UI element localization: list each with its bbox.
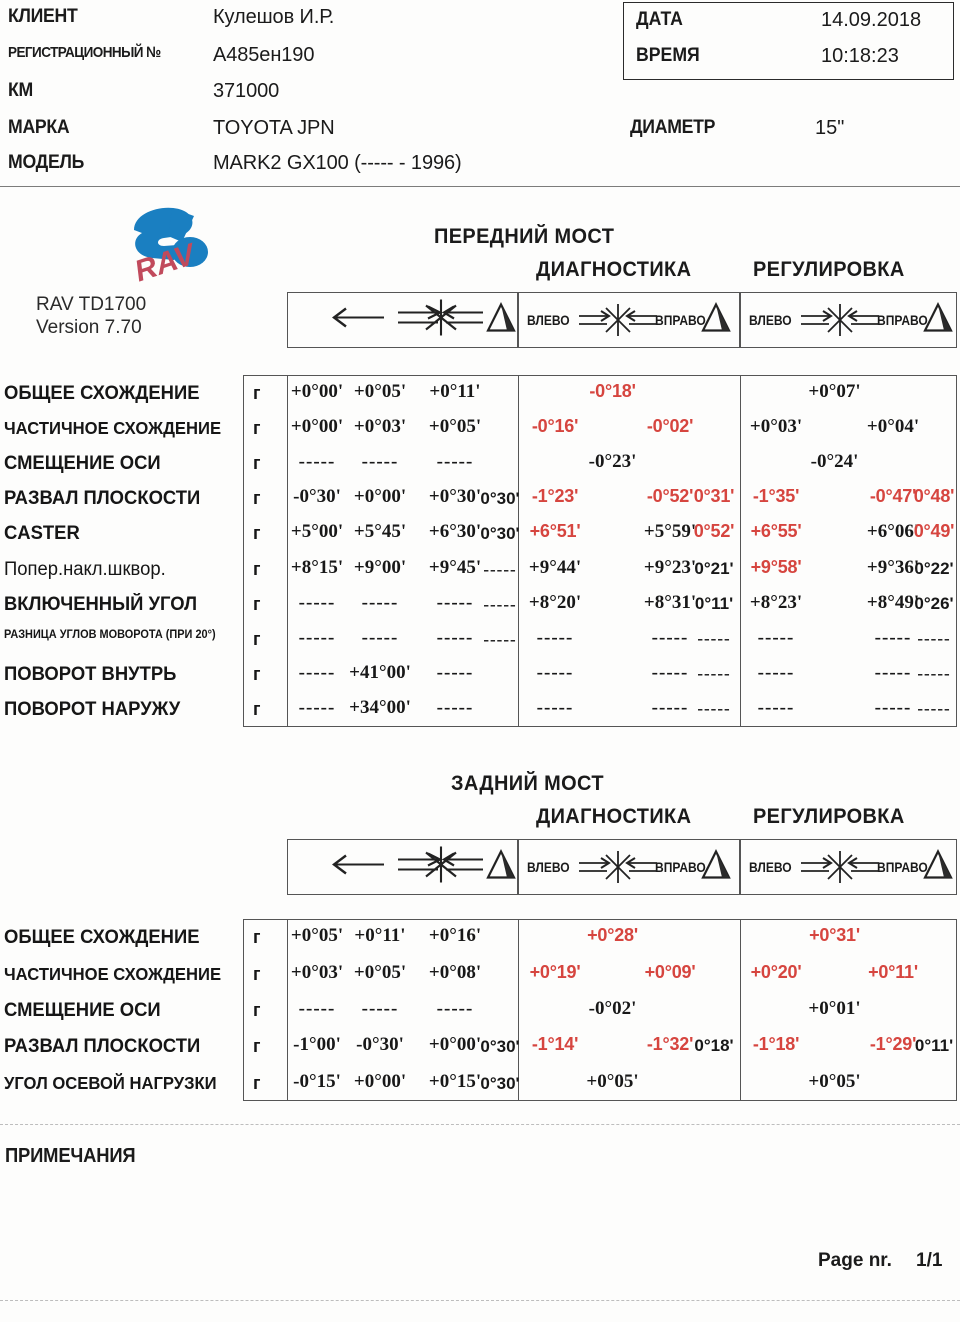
rav-logo-icon bbox=[112, 200, 232, 285]
adjustment-value: ----- bbox=[917, 699, 951, 719]
spec-value: +5°45' bbox=[353, 521, 407, 543]
diagnostic-value: ----- bbox=[536, 697, 574, 719]
diagnostic-value: +9°44' bbox=[528, 556, 582, 578]
page-number bbox=[818, 1250, 943, 1272]
row-unit: г bbox=[253, 558, 261, 579]
diagnostic-value: 0°21' bbox=[694, 558, 734, 578]
adjustment-value: ----- bbox=[917, 664, 951, 684]
diagnostic-value: +8°20' bbox=[528, 591, 582, 613]
spec-value: -0°15' bbox=[293, 1070, 341, 1092]
adjustment-value: +0°04' bbox=[866, 415, 920, 437]
km-value: 371000 bbox=[213, 80, 280, 102]
spec-value: -0°30' bbox=[293, 486, 341, 508]
diagnostic-value: -1°23' bbox=[531, 486, 579, 507]
row-label: ЧАСТИЧНОЕ СХОЖДЕНИЕ bbox=[4, 417, 222, 438]
spec-value: ----- bbox=[436, 998, 474, 1019]
spec-value: +0°03' bbox=[353, 415, 407, 437]
diagnostic-value: -0°23' bbox=[588, 451, 637, 472]
spec-value: 0°30' bbox=[480, 489, 520, 509]
spec-value: +0°11' bbox=[354, 925, 406, 947]
spec-value: +0°05' bbox=[353, 380, 407, 402]
spec-value: ----- bbox=[436, 591, 474, 613]
notes-label: ПРИМЕЧАНИЯ bbox=[5, 1145, 136, 1167]
diagnostic-value: +0°19' bbox=[529, 961, 581, 982]
adjustment-value: 0°49' bbox=[913, 521, 955, 542]
spec-value: +0°00' bbox=[290, 380, 344, 402]
spec-value: ----- bbox=[361, 451, 399, 472]
adjustment-value: ----- bbox=[757, 697, 795, 719]
footer-divider bbox=[0, 1124, 960, 1125]
diag-delta-icon bbox=[699, 848, 733, 887]
spec-value: ----- bbox=[483, 559, 517, 579]
spec-value: +0°15' bbox=[428, 1070, 482, 1092]
row-label: ЧАСТИЧНОЕ СХОЖДЕНИЕ bbox=[4, 963, 222, 984]
row-unit: г bbox=[253, 453, 261, 473]
row-label: CASTER bbox=[4, 523, 80, 545]
diag-direction-icon: ВЛЕВО ВПРАВО bbox=[527, 850, 723, 884]
diagnostic-value: +0°05' bbox=[586, 1070, 639, 1092]
row-unit: г bbox=[253, 664, 261, 685]
adjustment-value: +0°31' bbox=[809, 925, 860, 946]
adjustment-value: 0°48' bbox=[913, 486, 955, 507]
adj-direction-icon: ВЛЕВО ВПРАВО bbox=[749, 303, 945, 337]
device-info bbox=[36, 293, 146, 339]
adjustment-value: +0°07' bbox=[808, 380, 861, 402]
registration-label: РЕГИСТРАЦИОННЫЙ № bbox=[8, 44, 161, 61]
row-unit: г bbox=[253, 629, 261, 649]
row-unit: г bbox=[253, 699, 261, 720]
spec-value: +34°00' bbox=[349, 697, 411, 719]
info-row-registration bbox=[8, 44, 315, 66]
diagnostic-value: -0°16' bbox=[531, 415, 579, 436]
svg-text:RAV: RAV bbox=[130, 238, 200, 285]
spec-value: ----- bbox=[436, 451, 474, 472]
km-label: КМ bbox=[8, 80, 33, 101]
spec-value: ----- bbox=[298, 451, 336, 472]
spec-value: -0°30' bbox=[356, 1034, 404, 1056]
adjustment-value: +0°03' bbox=[749, 415, 803, 437]
diagnostic-value: 0°18' bbox=[694, 1036, 734, 1056]
row-label: Попер.накл.шквор. bbox=[4, 558, 166, 580]
spec-value: +0°03' bbox=[290, 961, 344, 983]
diagnostic-value: ----- bbox=[651, 662, 689, 684]
adjustment-value: +0°20' bbox=[750, 961, 802, 982]
row-unit: г bbox=[253, 927, 261, 948]
diag-direction-icon: ВЛЕВО ВПРАВО bbox=[527, 303, 723, 337]
spec-value: +0°11' bbox=[429, 380, 481, 402]
diagnostic-value: -0°02' bbox=[588, 998, 637, 1019]
row-unit: г bbox=[253, 1072, 261, 1093]
diagnostic-value: ----- bbox=[697, 664, 731, 684]
adjustment-value: +8°49' bbox=[866, 591, 920, 613]
page-value: 1/1 bbox=[916, 1250, 943, 1271]
client-value: Кулешов И.Р. bbox=[213, 6, 335, 28]
diagnostic-value: +6°51' bbox=[529, 521, 581, 542]
front-diagnostics-title: ДИАГНОСТИКА bbox=[536, 258, 692, 281]
adjustment-value: ----- bbox=[874, 627, 912, 648]
registration-value: А485ен190 bbox=[213, 44, 315, 66]
spec-value: 0°30' bbox=[480, 524, 520, 544]
adj-delta-icon bbox=[921, 301, 955, 340]
rear-diagnostics-title: ДИАГНОСТИКА bbox=[536, 805, 692, 828]
diagnostic-value: -0°52' bbox=[646, 486, 694, 507]
front-adjust-title: РЕГУЛИРОВКА bbox=[753, 258, 905, 281]
adj-direction-icon: ВЛЕВО ВПРАВО bbox=[749, 850, 945, 884]
spec-value: +0°08' bbox=[428, 961, 482, 983]
spec-value: ----- bbox=[298, 627, 336, 648]
row-unit: г bbox=[253, 417, 261, 438]
adj-delta-icon bbox=[921, 848, 955, 887]
diagnostic-value: ----- bbox=[536, 662, 574, 684]
device-version: Version 7.70 bbox=[36, 317, 142, 338]
adjustment-value: +6°06' bbox=[866, 521, 920, 543]
diagnostic-value: -0°02' bbox=[646, 415, 694, 436]
time-value: 10:18:23 bbox=[821, 45, 899, 67]
spec-value: +5°00' bbox=[290, 521, 344, 543]
adjustment-value: +9°36' bbox=[866, 556, 920, 578]
spec-value: +0°05' bbox=[428, 415, 482, 437]
spec-value: 0°30' bbox=[480, 1073, 520, 1093]
adjustment-value: 0°11' bbox=[914, 1036, 954, 1056]
diameter-label: ДИАМЕТР bbox=[630, 117, 716, 138]
adjustment-value: +0°01' bbox=[808, 998, 861, 1019]
row-label: УГОЛ ОСЕВОЙ НАГРУЗКИ bbox=[4, 1072, 217, 1093]
adjustment-value: +8°23' bbox=[749, 591, 803, 613]
rear-adjust-title: РЕГУЛИРОВКА bbox=[753, 805, 905, 828]
diagnostic-value: -1°14' bbox=[531, 1034, 579, 1055]
row-unit: г bbox=[253, 593, 261, 614]
row-label: ПОВОРОТ НАРУЖУ bbox=[4, 699, 181, 721]
spec-delta-icon bbox=[484, 848, 518, 887]
spec-value: ----- bbox=[436, 697, 474, 719]
spec-value: ----- bbox=[436, 627, 474, 648]
diagnostic-value: 0°11' bbox=[694, 593, 734, 613]
adjustment-value: ----- bbox=[917, 629, 951, 648]
spec-value: +0°00' bbox=[353, 486, 407, 508]
adjustment-value: +0°11' bbox=[868, 961, 918, 982]
spec-value: +0°00' bbox=[428, 1034, 482, 1056]
row-unit: г bbox=[253, 382, 261, 403]
spec-value: ----- bbox=[298, 662, 336, 684]
diagnostics-header-cell bbox=[518, 839, 740, 895]
adjustment-value: +9°58' bbox=[750, 556, 802, 577]
spec-value: ----- bbox=[483, 630, 517, 649]
spec-value: ----- bbox=[483, 594, 517, 614]
adjustment-value: 0°26' bbox=[914, 593, 954, 613]
row-label: ПОВОРОТ ВНУТРЬ bbox=[4, 664, 177, 686]
adjustment-value: ----- bbox=[874, 697, 912, 719]
adjustment-value: +0°05' bbox=[808, 1070, 861, 1092]
date-value: 14.09.2018 bbox=[821, 9, 922, 31]
spec-value: ----- bbox=[298, 591, 336, 613]
diagnostic-value: -0°18' bbox=[589, 380, 636, 401]
row-label: СМЕЩЕНИЕ ОСИ bbox=[4, 1000, 161, 1021]
adjustment-value: -1°35' bbox=[752, 486, 800, 507]
adjustment-value: -1°29' bbox=[869, 1034, 917, 1055]
row-unit: г bbox=[253, 488, 261, 509]
client-label: КЛИЕНТ bbox=[8, 6, 78, 27]
date-label: ДАТА bbox=[636, 9, 683, 30]
diagnostic-value: ----- bbox=[536, 627, 574, 648]
row-label: ВКЛЮЧЕННЫЙ УГОЛ bbox=[4, 593, 198, 615]
spec-value: ----- bbox=[298, 998, 336, 1019]
spec-value: ----- bbox=[361, 591, 399, 613]
page-label: Page nr. bbox=[818, 1250, 892, 1271]
info-row-client bbox=[8, 6, 335, 28]
time-row bbox=[636, 45, 899, 67]
spec-value: +0°30' bbox=[428, 486, 482, 508]
diagnostic-value: +8°31' bbox=[643, 591, 697, 613]
diagnostic-value: -1°32' bbox=[646, 1034, 694, 1055]
spec-value: +41°00' bbox=[349, 662, 411, 684]
diameter-value: 15" bbox=[815, 117, 845, 139]
diagnostics-header-cell bbox=[518, 292, 740, 348]
spec-value: ----- bbox=[361, 998, 399, 1019]
row-label: СМЕЩЕНИЕ ОСИ bbox=[4, 453, 161, 474]
spec-value: +9°00' bbox=[353, 556, 407, 578]
date-row bbox=[636, 9, 922, 31]
adjustment-value: ----- bbox=[757, 662, 795, 684]
spec-value: +0°00' bbox=[353, 1070, 407, 1092]
make-value: TOYOTA JPN bbox=[213, 117, 335, 139]
diagnostic-value: 0°52' bbox=[693, 521, 735, 542]
column-divider-2 bbox=[740, 919, 741, 1101]
spec-value: ----- bbox=[361, 627, 399, 648]
diagnostic-value: 0°31' bbox=[693, 486, 735, 507]
row-unit: г bbox=[253, 523, 261, 544]
adjustment-value: -1°18' bbox=[752, 1034, 800, 1055]
info-row-model bbox=[8, 152, 462, 174]
spec-value: +9°45' bbox=[428, 556, 482, 578]
device-model: RAV TD1700 bbox=[36, 294, 147, 315]
row-label: РАЗВАЛ ПЛОСКОСТИ bbox=[4, 488, 201, 510]
spec-delta-icon bbox=[484, 301, 518, 340]
front-axle-title: ПЕРЕДНИЙ МОСТ bbox=[434, 225, 615, 248]
rear-axle-title: ЗАДНИЙ МОСТ bbox=[451, 772, 604, 795]
adjust-header-cell bbox=[740, 292, 957, 348]
row-unit: г bbox=[253, 963, 261, 984]
row-unit: г bbox=[253, 1036, 261, 1057]
info-row-km bbox=[8, 80, 280, 102]
spec-value: -1°00' bbox=[293, 1034, 341, 1056]
row-label: РАЗВАЛ ПЛОСКОСТИ bbox=[4, 1036, 201, 1058]
info-row-make bbox=[8, 117, 335, 139]
diagnostic-value: +9°23' bbox=[643, 556, 697, 578]
spec-value: ----- bbox=[298, 697, 336, 719]
time-label: ВРЕМЯ bbox=[636, 45, 700, 66]
spec-header-cell bbox=[287, 839, 518, 895]
adjustment-value: -0°24' bbox=[810, 451, 859, 472]
make-label: МАРКА bbox=[8, 117, 70, 138]
spec-value: +0°05' bbox=[353, 961, 407, 983]
diagnostic-value: ----- bbox=[651, 697, 689, 719]
spec-value: +0°05' bbox=[290, 925, 344, 947]
header-divider bbox=[0, 186, 960, 187]
spec-value: 0°30' bbox=[480, 1037, 520, 1057]
adjustment-value: ----- bbox=[874, 662, 912, 684]
adjustment-value: ----- bbox=[757, 627, 795, 648]
adjustment-value: +6°55' bbox=[750, 521, 802, 542]
date-time-box bbox=[623, 2, 954, 80]
row-label: РАЗНИЦА УГЛОВ МОВОРОТА (ПРИ 20°) bbox=[4, 629, 216, 641]
spec-value: ----- bbox=[436, 662, 474, 684]
spec-value: +8°15' bbox=[290, 556, 344, 578]
model-label: МОДЕЛЬ bbox=[8, 152, 85, 173]
adjustment-value: 0°22' bbox=[914, 558, 954, 578]
diagnostic-value: +0°28' bbox=[587, 925, 638, 946]
adjust-header-cell bbox=[740, 839, 957, 895]
diagnostic-value: ----- bbox=[697, 699, 731, 719]
spec-value: +6°30' bbox=[428, 521, 482, 543]
diagnostic-value: +0°09' bbox=[644, 961, 696, 982]
spec-value: +0°16' bbox=[428, 925, 482, 947]
diagnostic-value: +5°59' bbox=[643, 521, 697, 543]
row-label: ОБЩЕЕ СХОЖДЕНИЕ bbox=[4, 382, 200, 404]
row-label: ОБЩЕЕ СХОЖДЕНИЕ bbox=[4, 927, 200, 949]
diagnostic-value: ----- bbox=[697, 629, 731, 648]
adjustment-value: -0°47' bbox=[869, 486, 917, 507]
model-value: MARK2 GX100 (----- - 1996) bbox=[213, 152, 462, 174]
row-unit: г bbox=[253, 1000, 261, 1020]
diag-delta-icon bbox=[699, 301, 733, 340]
vehicle-info-block bbox=[0, 0, 960, 185]
rav-logo bbox=[112, 200, 232, 285]
diameter-row bbox=[630, 117, 845, 139]
bottom-divider bbox=[0, 1300, 960, 1301]
diagnostic-value: ----- bbox=[651, 627, 689, 648]
spec-header-cell bbox=[287, 292, 518, 348]
spec-value: +0°00' bbox=[290, 415, 344, 437]
